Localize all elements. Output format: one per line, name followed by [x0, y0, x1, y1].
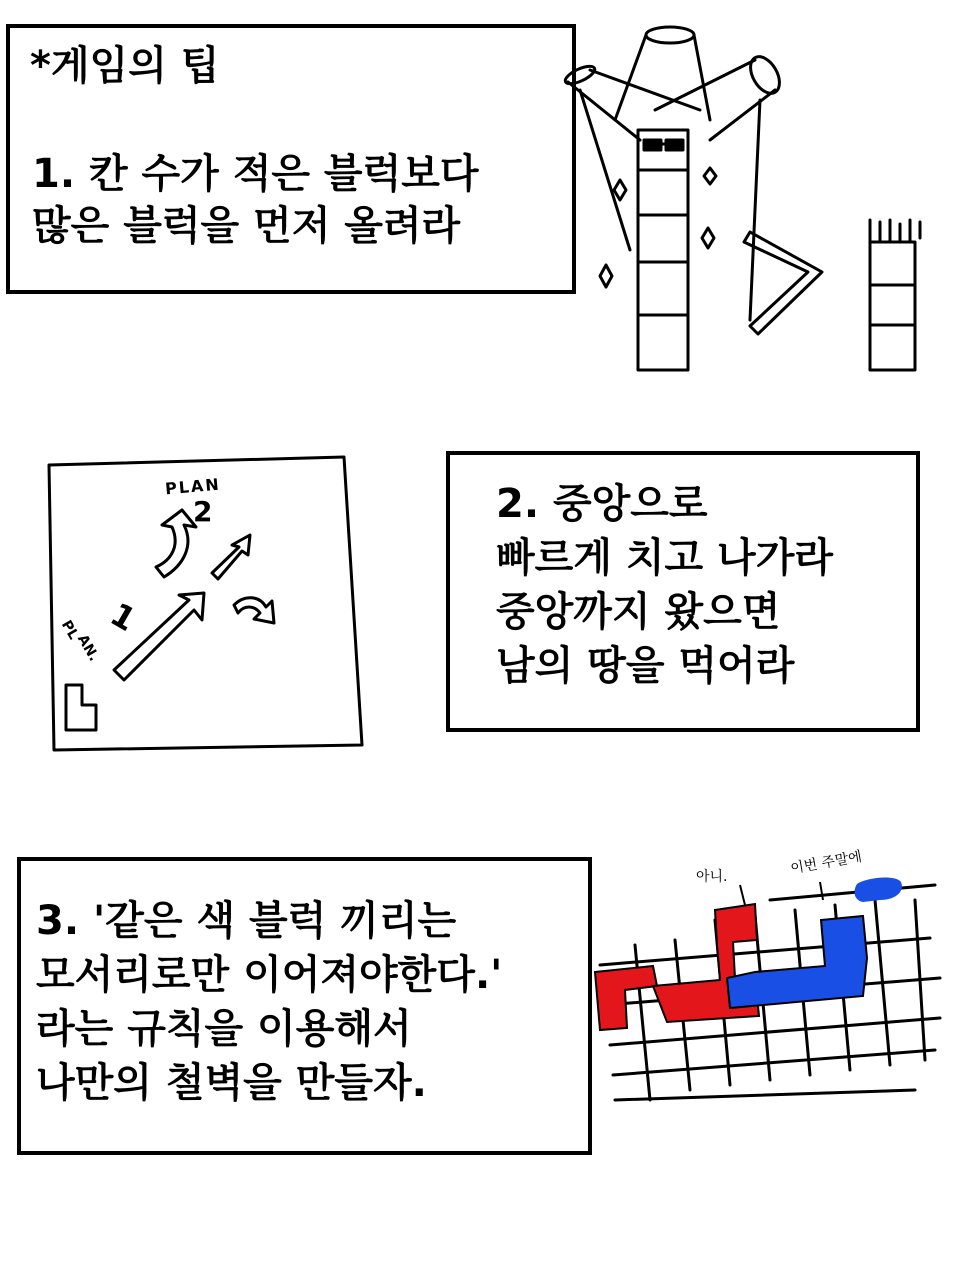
tip2-line1: 2. 중앙으로 [496, 481, 708, 527]
tip2-line4: 남의 땅을 먹어라 [496, 643, 795, 689]
wall-caption-weekend: 이번 주말에 [789, 848, 864, 878]
wall-grid-doodle [595, 860, 945, 1100]
tip1-line2: 많은 블럭을 먼저 올려라 [32, 203, 461, 249]
plan2-number: 2 [193, 495, 213, 528]
plan1-label-b: AN. [74, 631, 102, 665]
plan1-label-a: PL [57, 617, 82, 643]
tip3-line4: 나만의 철벽을 만들자. [36, 1060, 427, 1106]
tip2-line2: 빠르게 치고 나가라 [496, 535, 833, 581]
tall-block-doodle [560, 10, 960, 390]
tip-header: *게임의 팁 [30, 43, 220, 89]
tip3-line2: 모서리로만 이어져야한다.' [36, 952, 503, 998]
plan1-number: 1 [103, 594, 143, 640]
wall-caption-no: 아니. [696, 869, 728, 885]
tip2-line3: 중앙까지 왔으면 [496, 589, 781, 635]
tip1-line1: 1. 칸 수가 적은 블럭보다 [32, 151, 479, 197]
tip3-line3: 라는 규칙을 이용해서 [36, 1006, 412, 1052]
plan2-label: PLAN [164, 474, 222, 499]
tip3-line1: 3. '같은 색 블럭 끼리는 [36, 898, 457, 944]
